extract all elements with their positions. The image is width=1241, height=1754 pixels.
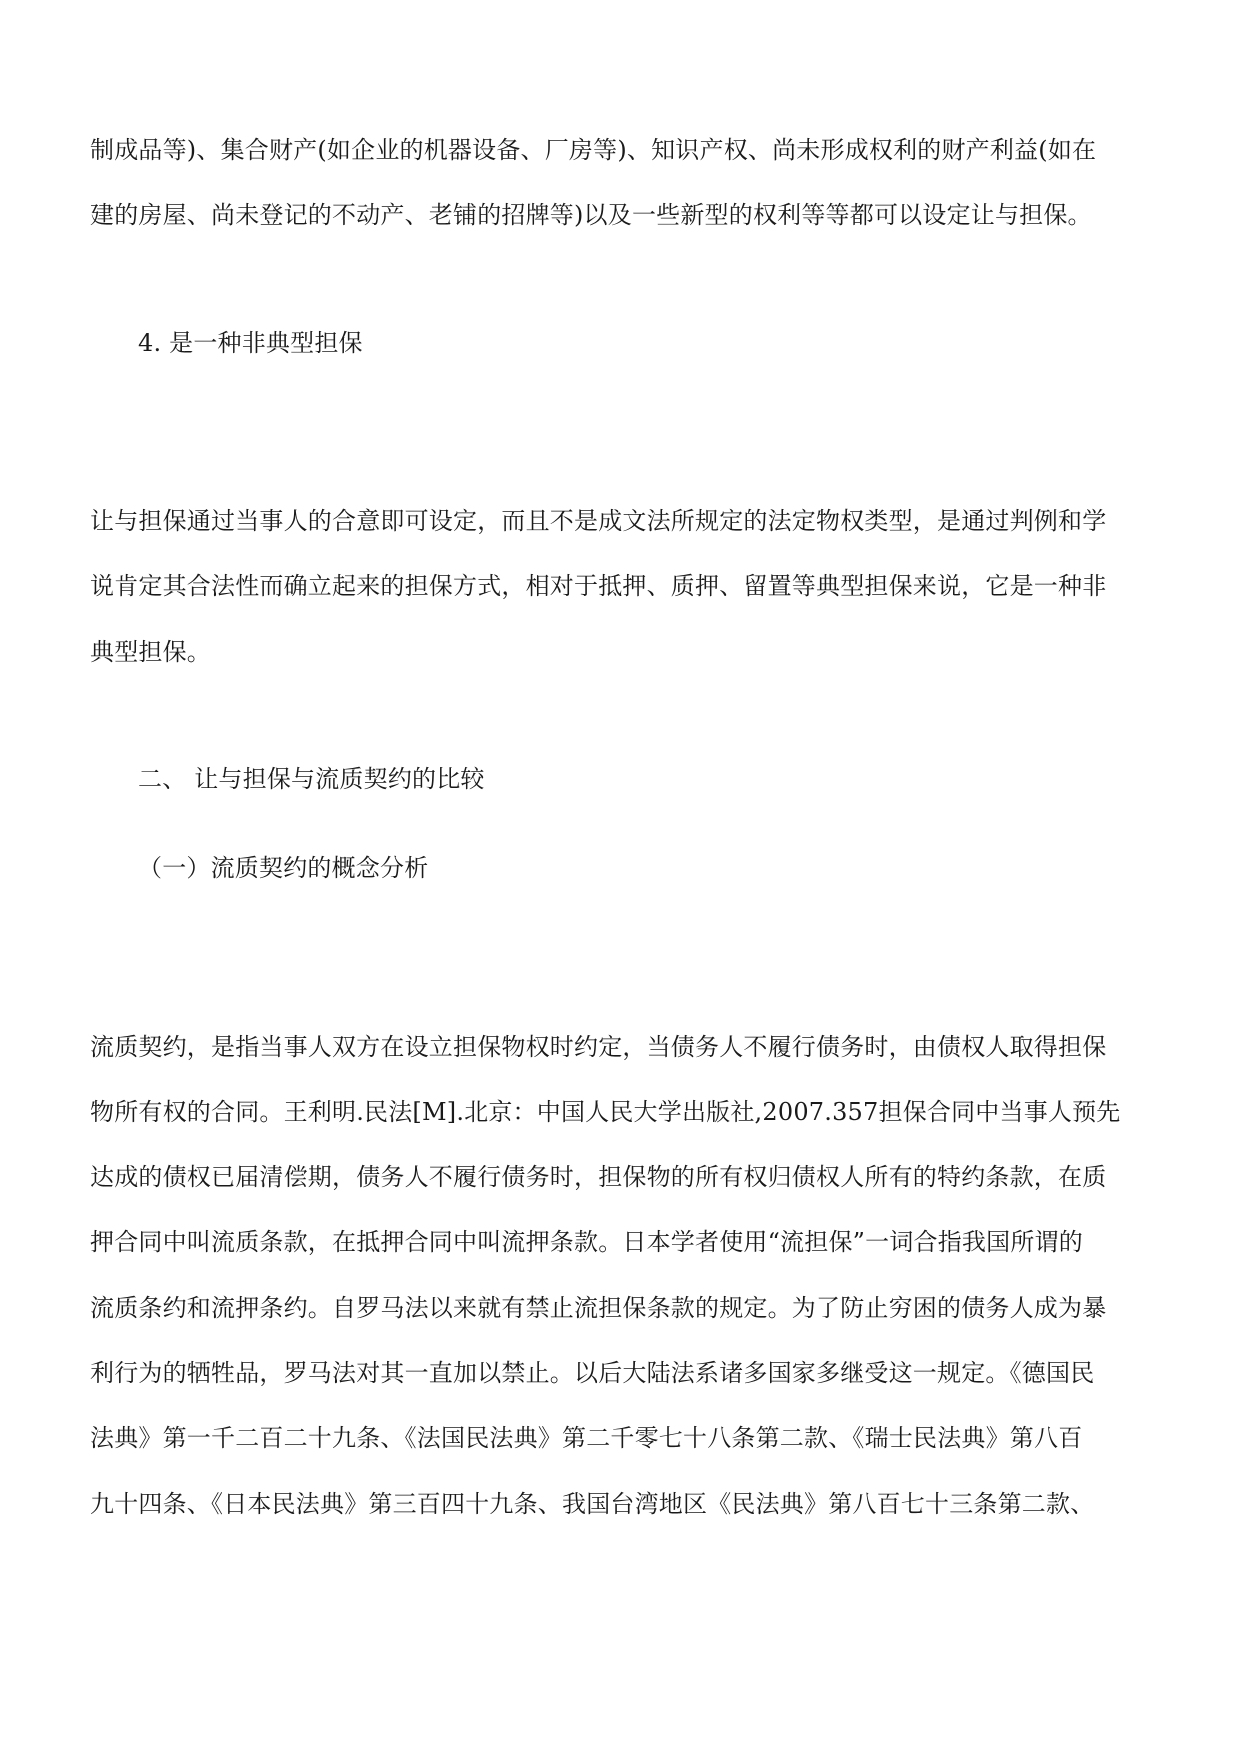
text-line-4: 说肯定其合法性而确立起来的担保方式，相对于抵押、质押、留置等典型担保来说，它是一种非: [90, 572, 1107, 600]
chapter-heading-2: 二、 让与担保与流质契约的比较: [138, 765, 485, 793]
subsection-heading-1: （一）流质契约的概念分析: [138, 854, 429, 882]
text-line-12: 法典》第一千二百二十九条、《法国民法典》第二千零七十八条第二款、《瑞士民法典》第八百: [90, 1424, 1083, 1452]
text-line-7: 物所有权的合同。王利明.民法[M].北京：中国人民大学出版社,2007.357担保合同中当事人预先: [90, 1098, 1121, 1126]
section-heading-4: 4. 是一种非典型担保: [138, 329, 363, 357]
text-line-9: 押合同中叫流质条款，在抵押合同中叫流押条款。日本学者使用“流担保”一词合指我国所谓的: [90, 1228, 1083, 1256]
text-line-3: 让与担保通过当事人的合意即可设定，而且不是成文法所规定的法定物权类型，是通过判例和学: [90, 507, 1107, 535]
text-line-5: 典型担保。: [90, 638, 211, 666]
text-line-8: 达成的债权已届清偿期，债务人不履行债务时，担保物的所有权归债权人所有的特约条款，在质: [90, 1163, 1107, 1191]
text-line-13: 九十四条、《日本民法典》第三百四十九条、我国台湾地区《民法典》第八百七十三条第二款、: [90, 1490, 1095, 1518]
text-line-6: 流质契约，是指当事人双方在设立担保物权时约定，当债务人不履行债务时，由债权人取得担保: [90, 1033, 1107, 1061]
text-line-11: 利行为的牺牲品，罗马法对其一直加以禁止。以后大陆法系诸多国家多继受这一规定。《德国民: [90, 1359, 1095, 1387]
text-line-10: 流质条约和流押条约。自罗马法以来就有禁止流担保条款的规定。为了防止穷困的债务人成为暴: [90, 1294, 1107, 1322]
text-line-1: 制成品等)、集合财产(如企业的机器设备、厂房等)、知识产权、尚未形成权利的财产利益(如在: [90, 136, 1097, 164]
text-line-2: 建的房屋、尚未登记的不动产、老铺的招牌等)以及一些新型的权利等等都可以设定让与担保。: [90, 201, 1092, 229]
